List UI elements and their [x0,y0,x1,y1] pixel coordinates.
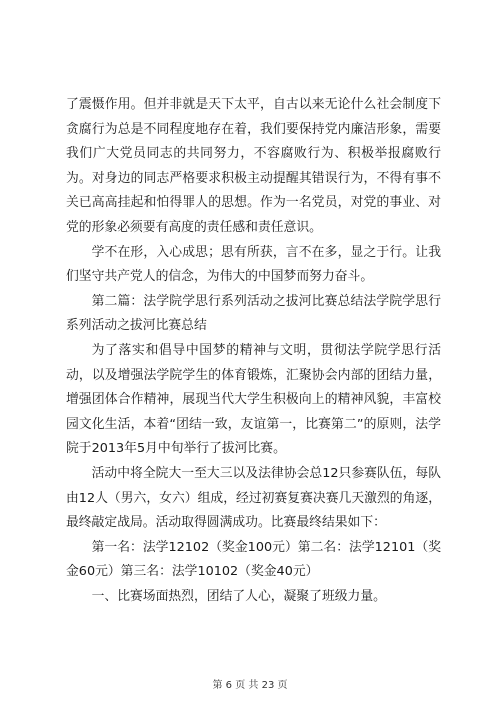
document-body [66,93,441,609]
section-heading: 第二篇：法学院学思行系列活动之拔河比赛总结法学院学思行系列活动之拔河比赛总结 [66,293,441,334]
paragraph-conclusion: 学不在形，入心成思；思有所获，言不在多，显之于行。让我们坚守共产党人的信念，为伟大的中国梦而努力奋斗。 [66,244,441,285]
page-number-footer: 第 6 页 共 23 页 [212,680,288,691]
paragraph-purpose: 为了落实和倡导中国梦的精神与文明，贯彻法学院学思行活动，以及增强法学院学生的体育锻炼，汇聚协会内部的团结力量，增强团体合作精神，展现当代大学生积极向上的精神风貌，丰富校园文化生活，本着“团结一致，友谊第一，比赛第二”的原则，法学院于2013年5月中旬举行了拔河比赛。 [66,342,441,457]
paragraph-results: 第一名：法学12102（奖金100元）第二名：法学12101（奖金60元）第三名：法学10102（奖金40元） [66,539,441,580]
paragraph-activity: 活动中将全院大一至大三以及法律协会总12只参赛队伍，每队由12人（男六，女六）组成，经过初赛复赛决赛几天激烈的角逐，最终敲定战局。活动取得圆满成功。比赛最终结果如下： [66,465,441,531]
paragraph-point-one: 一、比赛场面热烈，团结了人心，凝聚了班级力量。 [91,588,386,604]
paragraph-continuation: 了震慑作用。但并非就是天下太平，自古以来无论什么社会制度下贪腐行为总是不同程度地存在着，我们要保持党内廉洁形象，需要我们广大党员同志的共同努力，不容腐败行为、积极举报腐败行为。对身边的同志严格要求积极主动提醒其错误行为，不得有事不关已高高挂起和怕得罪人的思想。作为一名党员，对党的事业、对党的形象必须要有高度的责任感和责任意识。 [66,97,441,235]
